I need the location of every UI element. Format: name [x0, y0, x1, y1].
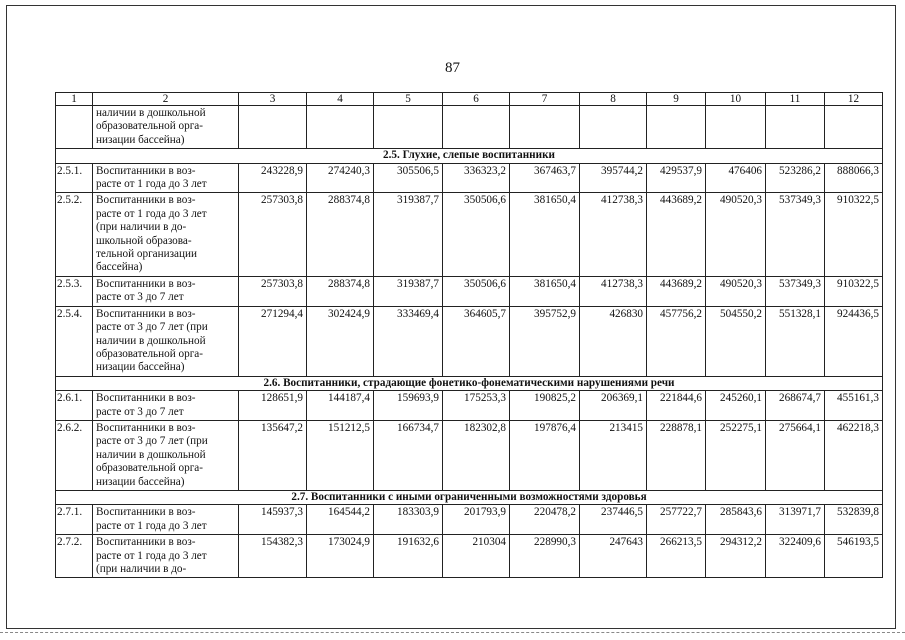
- row-code: 2.7.1.: [56, 505, 93, 535]
- empty-cell: [825, 106, 883, 149]
- value-cell: 367463,7: [510, 163, 580, 193]
- table-row: [56, 306, 883, 376]
- value-cell: 395752,9: [510, 306, 580, 376]
- column-header: 9: [647, 93, 706, 106]
- row-description: [93, 391, 239, 421]
- value-cell: 288374,8: [307, 276, 374, 306]
- page-cut-line: [0, 632, 905, 633]
- description-line: образовательной орга-: [96, 462, 203, 475]
- value-cell: 154382,3: [239, 535, 307, 578]
- value-cell: 523286,2: [766, 163, 825, 193]
- row-description: [93, 420, 239, 490]
- value-cell: 145937,3: [239, 505, 307, 535]
- value-cell: 197876,4: [510, 420, 580, 490]
- value-cell: 144187,4: [307, 391, 374, 421]
- description-line: расте от 3 до 7 лет: [96, 405, 184, 418]
- table-row: [56, 106, 883, 149]
- table-row: [56, 505, 883, 535]
- empty-cell: [647, 106, 706, 149]
- value-cell: 201793,9: [443, 505, 510, 535]
- column-header: 3: [239, 93, 307, 106]
- empty-cell: [374, 106, 443, 149]
- value-cell: 426830: [580, 306, 647, 376]
- description-line: образовательной орга-: [96, 120, 203, 133]
- description-line: (при наличии в до-: [96, 563, 187, 575]
- value-cell: 166734,7: [374, 420, 443, 490]
- description-line: наличии в дошкольной: [96, 448, 206, 461]
- value-cell: 206369,1: [580, 391, 647, 421]
- value-cell: 288374,8: [307, 193, 374, 276]
- value-cell: 190825,2: [510, 391, 580, 421]
- value-cell: 305506,5: [374, 163, 443, 193]
- description-line: расте от 1 года до 3 лет: [96, 207, 207, 220]
- description-line: Воспитанники в воз-: [96, 506, 196, 519]
- row-code: 2.5.1.: [56, 163, 93, 193]
- value-cell: 173024,9: [307, 535, 374, 578]
- description-line: наличии в дошкольной: [96, 107, 206, 119]
- value-cell: 313971,7: [766, 505, 825, 535]
- empty-cell: [580, 106, 647, 149]
- value-cell: 319387,7: [374, 193, 443, 276]
- description-line: расте от 3 до 7 лет: [96, 291, 184, 304]
- value-cell: 551328,1: [766, 306, 825, 376]
- value-cell: 191632,6: [374, 535, 443, 578]
- description-line: низации бассейна): [96, 133, 185, 146]
- value-cell: 350506,6: [443, 193, 510, 276]
- value-cell: 412738,3: [580, 193, 647, 276]
- table-row: [56, 193, 883, 276]
- description-line: низации бассейна): [96, 361, 185, 374]
- table-row: [56, 276, 883, 306]
- value-cell: 164544,2: [307, 505, 374, 535]
- value-cell: 271294,4: [239, 306, 307, 376]
- value-cell: 381650,4: [510, 276, 580, 306]
- value-cell: 182302,8: [443, 420, 510, 490]
- value-cell: 910322,5: [825, 193, 883, 276]
- row-description: [93, 193, 239, 276]
- value-cell: 128651,9: [239, 391, 307, 421]
- tariff-table: [55, 92, 883, 578]
- value-cell: 237446,5: [580, 505, 647, 535]
- description-line: тельной организации: [96, 248, 197, 261]
- row-code: 2.7.2.: [56, 535, 93, 578]
- row-description: [93, 306, 239, 376]
- table-header-row: [56, 93, 883, 106]
- value-cell: 151212,5: [307, 420, 374, 490]
- value-cell: 257303,8: [239, 193, 307, 276]
- value-cell: 183303,9: [374, 505, 443, 535]
- description-line: школьной образова-: [96, 234, 192, 247]
- value-cell: 457756,2: [647, 306, 706, 376]
- value-cell: 247643: [580, 535, 647, 578]
- description-line: Воспитанники в воз-: [96, 392, 196, 405]
- value-cell: 220478,2: [510, 505, 580, 535]
- value-cell: 336323,2: [443, 163, 510, 193]
- value-cell: 455161,3: [825, 391, 883, 421]
- section-title: 2.7. Воспитанники с иными ограниченными возможностями здоровья: [56, 490, 883, 504]
- value-cell: 381650,4: [510, 193, 580, 276]
- description-line: Воспитанники в воз-: [96, 277, 196, 290]
- row-code: [56, 106, 93, 149]
- empty-cell: [307, 106, 374, 149]
- description-line: расте от 1 года до 3 лет: [96, 519, 207, 532]
- row-code: 2.5.3.: [56, 276, 93, 306]
- value-cell: 228990,3: [510, 535, 580, 578]
- value-cell: 395744,2: [580, 163, 647, 193]
- description-line: (при наличии в до-: [96, 221, 187, 234]
- value-cell: 319387,7: [374, 276, 443, 306]
- value-cell: 302424,9: [307, 306, 374, 376]
- row-description: [93, 106, 239, 149]
- description-line: расте от 3 до 7 лет (при: [96, 321, 208, 334]
- value-cell: 537349,3: [766, 193, 825, 276]
- description-line: расте от 1 года до 3 лет: [96, 549, 207, 562]
- description-line: наличии в дошкольной: [96, 334, 206, 347]
- table-row: [56, 163, 883, 193]
- value-cell: 268674,7: [766, 391, 825, 421]
- column-header: 1: [56, 93, 93, 106]
- description-line: Воспитанники в воз-: [96, 421, 196, 434]
- section-row: [56, 490, 883, 504]
- value-cell: 257303,8: [239, 276, 307, 306]
- column-header: 6: [443, 93, 510, 106]
- value-cell: 210304: [443, 535, 510, 578]
- row-description: [93, 163, 239, 193]
- column-header: 4: [307, 93, 374, 106]
- value-cell: 213415: [580, 420, 647, 490]
- empty-cell: [766, 106, 825, 149]
- section-row: [56, 376, 883, 390]
- value-cell: 364605,7: [443, 306, 510, 376]
- empty-cell: [443, 106, 510, 149]
- column-header: 8: [580, 93, 647, 106]
- value-cell: 537349,3: [766, 276, 825, 306]
- row-code: 2.5.2.: [56, 193, 93, 276]
- row-description: [93, 535, 239, 578]
- value-cell: 476406: [706, 163, 766, 193]
- row-description: [93, 276, 239, 306]
- value-cell: 443689,2: [647, 193, 706, 276]
- description-line: образовательной орга-: [96, 347, 203, 360]
- value-cell: 490520,3: [706, 276, 766, 306]
- value-cell: 924436,5: [825, 306, 883, 376]
- column-header: 11: [766, 93, 825, 106]
- section-row: [56, 149, 883, 163]
- row-code: 2.5.4.: [56, 306, 93, 376]
- empty-cell: [510, 106, 580, 149]
- column-header: 5: [374, 93, 443, 106]
- value-cell: 443689,2: [647, 276, 706, 306]
- section-title: 2.5. Глухие, слепые воспитанники: [56, 149, 883, 163]
- value-cell: 275664,1: [766, 420, 825, 490]
- value-cell: 910322,5: [825, 276, 883, 306]
- value-cell: 257722,7: [647, 505, 706, 535]
- value-cell: 490520,3: [706, 193, 766, 276]
- description-line: Воспитанники в воз-: [96, 164, 196, 177]
- table-row: [56, 535, 883, 578]
- description-line: низации бассейна): [96, 475, 185, 488]
- value-cell: 159693,9: [374, 391, 443, 421]
- description-line: Воспитанники в воз-: [96, 194, 196, 207]
- description-line: Воспитанники в воз-: [96, 536, 196, 549]
- column-header: 10: [706, 93, 766, 106]
- value-cell: 546193,5: [825, 535, 883, 578]
- page-number: 87: [445, 60, 460, 76]
- value-cell: 504550,2: [706, 306, 766, 376]
- value-cell: 135647,2: [239, 420, 307, 490]
- value-cell: 266213,5: [647, 535, 706, 578]
- row-code: 2.6.1.: [56, 391, 93, 421]
- value-cell: 532839,8: [825, 505, 883, 535]
- row-description: [93, 505, 239, 535]
- value-cell: 462218,3: [825, 420, 883, 490]
- value-cell: 175253,3: [443, 391, 510, 421]
- value-cell: 350506,6: [443, 276, 510, 306]
- row-code: 2.6.2.: [56, 420, 93, 490]
- value-cell: 412738,3: [580, 276, 647, 306]
- value-cell: 274240,3: [307, 163, 374, 193]
- value-cell: 228878,1: [647, 420, 706, 490]
- value-cell: 888066,3: [825, 163, 883, 193]
- empty-cell: [706, 106, 766, 149]
- value-cell: 221844,6: [647, 391, 706, 421]
- value-cell: 252275,1: [706, 420, 766, 490]
- description-line: расте от 3 до 7 лет (при: [96, 435, 208, 448]
- value-cell: 285843,6: [706, 505, 766, 535]
- value-cell: 294312,2: [706, 535, 766, 578]
- value-cell: 245260,1: [706, 391, 766, 421]
- empty-cell: [239, 106, 307, 149]
- description-line: Воспитанники в воз-: [96, 307, 196, 320]
- value-cell: 333469,4: [374, 306, 443, 376]
- description-line: расте от 1 года до 3 лет: [96, 178, 207, 191]
- description-line: бассейна): [96, 261, 143, 274]
- value-cell: 322409,6: [766, 535, 825, 578]
- value-cell: 243228,9: [239, 163, 307, 193]
- table-row: [56, 420, 883, 490]
- table-row: [56, 391, 883, 421]
- column-header: 2: [93, 93, 239, 106]
- section-title: 2.6. Воспитанники, страдающие фонетико-фонематическими нарушениями речи: [56, 376, 883, 390]
- column-header: 12: [825, 93, 883, 106]
- column-header: 7: [510, 93, 580, 106]
- value-cell: 429537,9: [647, 163, 706, 193]
